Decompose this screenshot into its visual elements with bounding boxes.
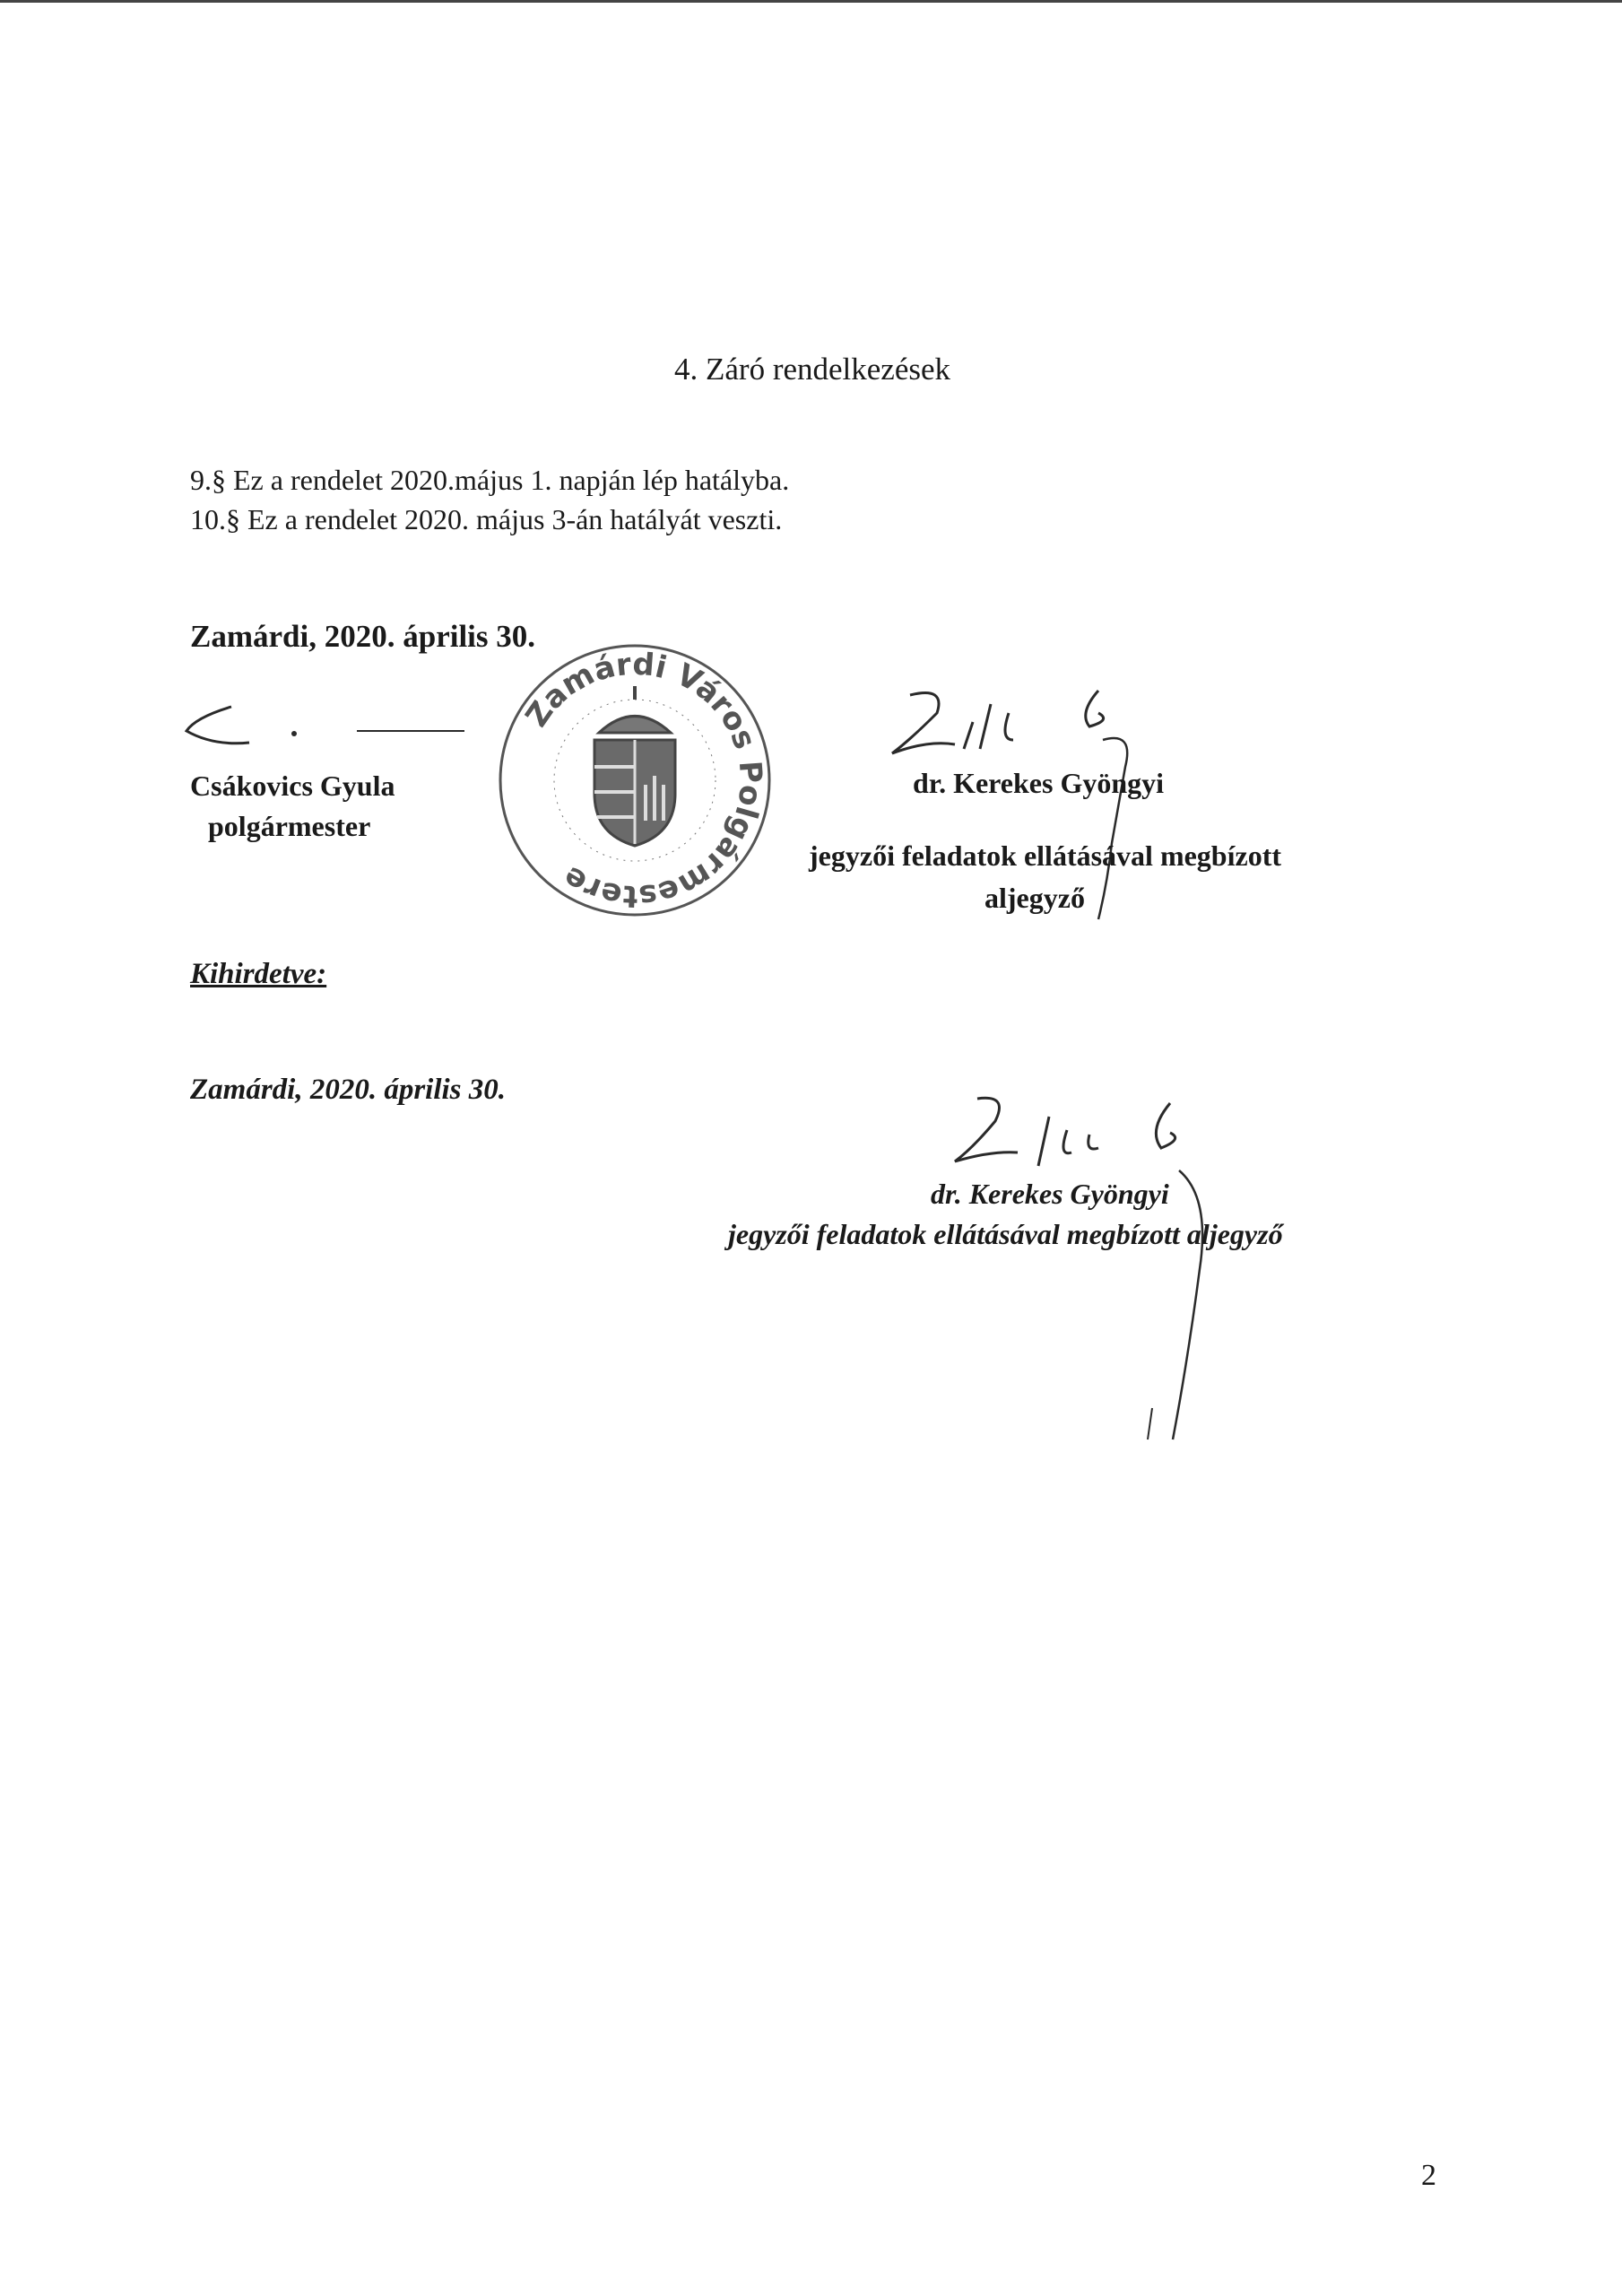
notary-role-line2: aljegyző: [984, 882, 1085, 914]
publication-notary-role: jegyzői feladatok ellátásával megbízott aljegyző: [728, 1218, 1283, 1250]
page-number: 2: [1421, 2159, 1436, 2192]
coat-of-arms-icon: [594, 686, 675, 846]
official-stamp: [491, 637, 778, 924]
signing-place-date: Zamárdi, 2020. április 30.: [190, 619, 536, 654]
notary-signature-publication: [941, 1090, 1246, 1466]
scan-edge-line: [0, 0, 1622, 3]
mayor-title: polgármester: [208, 810, 371, 842]
notary-role-line1: jegyzői feladatok ellátásával megbízott: [809, 839, 1281, 872]
section-title: 4. Záró rendelkezések: [674, 352, 951, 387]
publication-notary-name: dr. Kerekes Gyöngyi: [931, 1178, 1169, 1210]
publication-label: Kihirdetve:: [190, 958, 327, 990]
mayor-name: Csákovics Gyula: [190, 770, 395, 802]
mayor-signature: [178, 691, 464, 771]
stamp-text: Zamárdi Város Polgármestere: [518, 646, 769, 915]
publication-place-date: Zamárdi, 2020. április 30.: [190, 1074, 507, 1106]
paragraph-9: 9.§ Ez a rendelet 2020.május 1. napján lép hatályba.: [190, 464, 790, 496]
notary-name: dr. Kerekes Gyöngyi: [913, 767, 1165, 799]
paragraph-10: 10.§ Ez a rendelet 2020. május 3-án hatályát veszti.: [190, 503, 783, 535]
